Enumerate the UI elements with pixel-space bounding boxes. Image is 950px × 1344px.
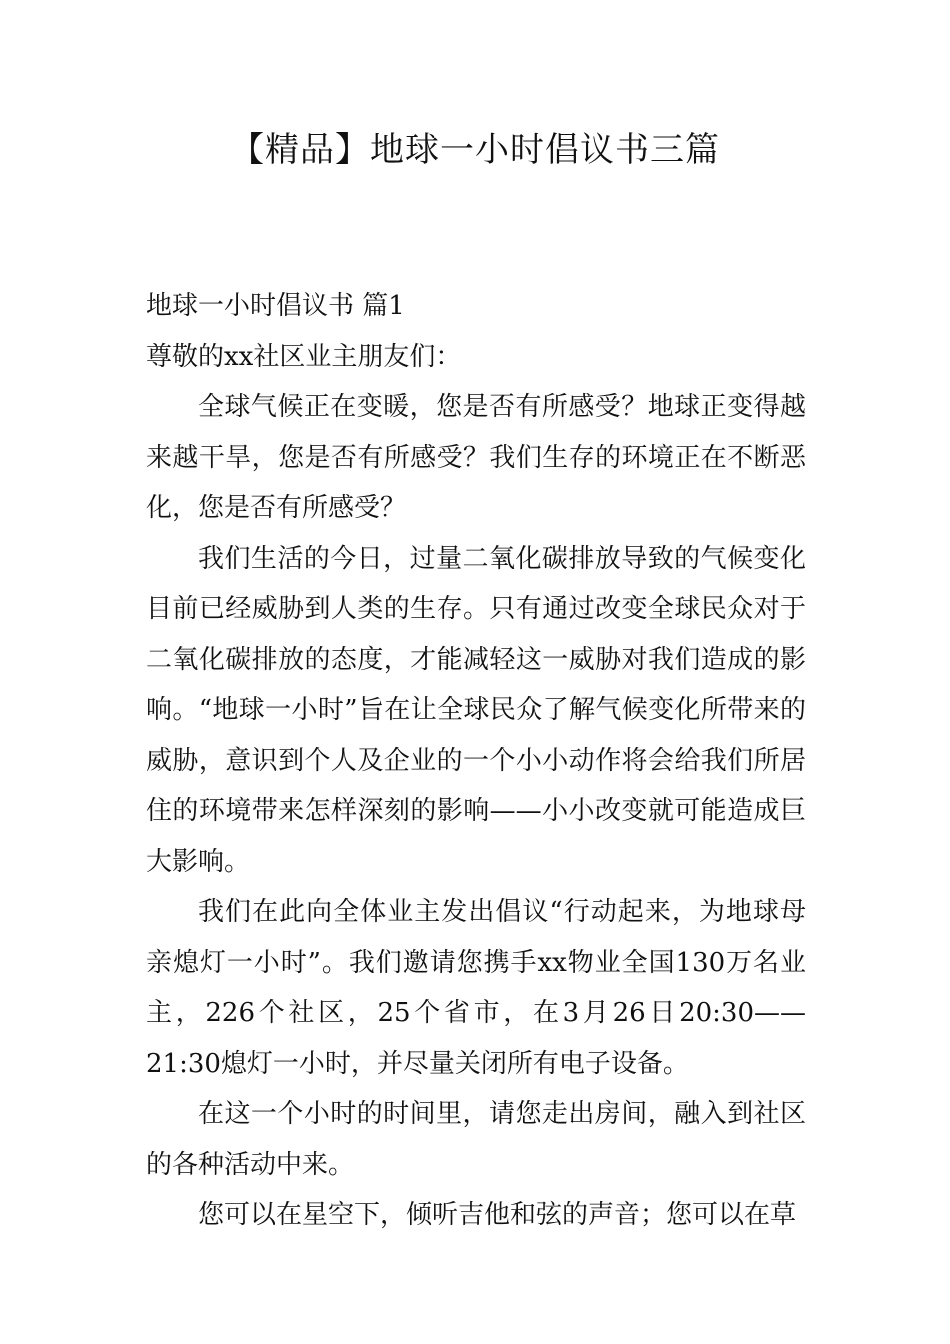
body-paragraph: 我们生活的今日，过量二氧化碳排放导致的气候变化目前已经威胁到人类的生存。只有通过改变全球民众对于二氧化碳排放的态度，才能减轻这一威胁对我们造成的影响。“地球一小时”旨在让全球民众了解气候变化所带来的威胁，意识到个人及企业的一个小小动作将会给我们所居住的环境带来怎样深刻的影响——小小改变就可能造成巨大影响。 bbox=[146, 543, 806, 877]
body-paragraph: 全球气候正在变暖，您是否有所感受？地球正变得越来越干旱，您是否有所感受？我们生存的环境正在不断恶化，您是否有所感受？ bbox=[146, 392, 806, 523]
body-paragraph: 我们在此向全体业主发出倡议“行动起来，为地球母亲熄灯一小时”。我们邀请您携手xx物业全国130万名业主，226个社区，25个省市，在3月26日20:30——21:30熄灯一小时，并尽量关闭所有电子设备。 bbox=[146, 897, 806, 1079]
document-title: 【精品】地球一小时倡议书三篇 bbox=[230, 130, 720, 170]
body-paragraph: 您可以在星空下，倾听吉他和弦的声音；您可以在草 bbox=[198, 1200, 797, 1230]
document-body bbox=[146, 281, 806, 1241]
salutation: 尊敬的xx社区业主朋友们： bbox=[146, 341, 462, 372]
body-paragraph: 在这一个小时的时间里，请您走出房间，融入到社区的各种活动中来。 bbox=[146, 1099, 806, 1180]
section-heading: 地球一小时倡议书 篇1 bbox=[146, 291, 405, 321]
